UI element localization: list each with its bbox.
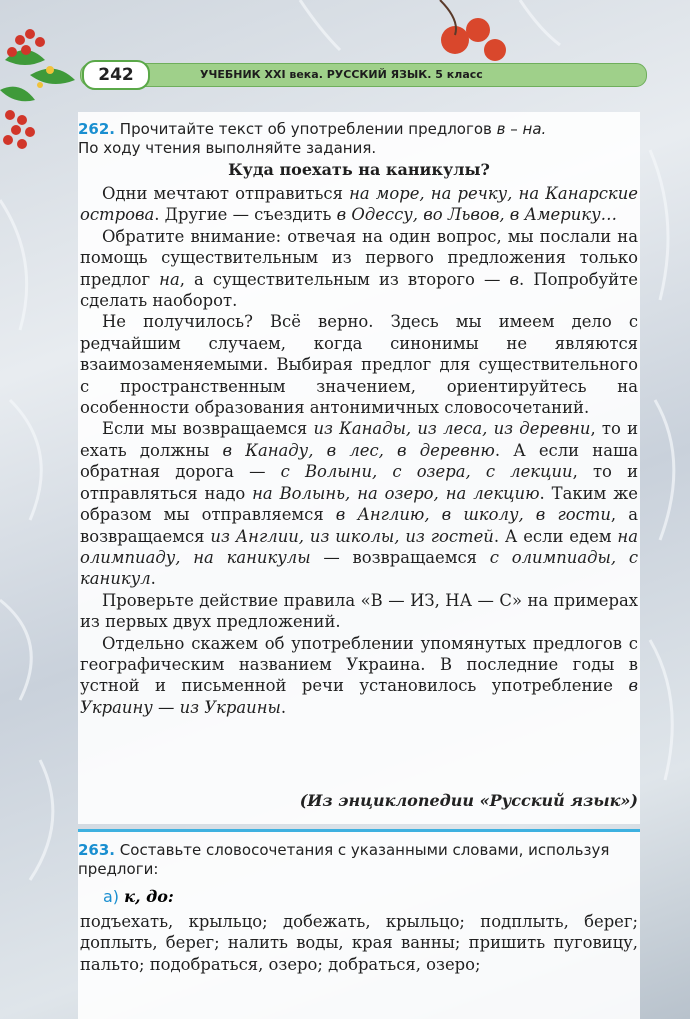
subtask-prepositions: к, до: bbox=[124, 887, 174, 906]
instruction-text-263: Составьте словосочетания с указанными словами, используя предлоги: bbox=[78, 841, 610, 878]
instruction-text: Прочитайте текст об употреблении предлогов bbox=[119, 120, 492, 138]
paragraph-3: Не получилось? Всё верно. Здесь мы имеем дело с редчайшим случаем, когда синонимы не являются взаимозаменяемыми. Выбирая предлог для существительного с пространственным значением, ориентируйтесь на особенности образования антонимичных словосочетаний. bbox=[80, 312, 638, 418]
task-263-instruction bbox=[78, 841, 638, 879]
subtask-a bbox=[103, 887, 174, 906]
paragraph-5: Проверьте действие правила «В — ИЗ, НА — С» на примерах из первых двух предложений. bbox=[80, 590, 638, 632]
page-number: 242 bbox=[82, 60, 150, 90]
task-262-instruction bbox=[78, 120, 638, 158]
exercise-words: подъехать, крыльцо; добежать, крыльцо; подплыть, берег; доплыть, берег; налить воды, края ванны; пришить пуговицу, пальто; подобраться, озеро; добраться, озеро; bbox=[80, 912, 638, 974]
preposition-v: в bbox=[496, 120, 506, 138]
preposition-na: на. bbox=[522, 120, 547, 138]
paragraph-1: Одни мечтают отправиться на море, на речку, на Канарские острова. Другие — съездить в Одессу, во Львов, в Америку… bbox=[80, 184, 638, 225]
instruction-text-2: По ходу чтения выполняйте задания. bbox=[78, 139, 377, 157]
story-title: Куда поехать на каникулы? bbox=[228, 160, 490, 179]
task-number-263: 263. bbox=[78, 841, 116, 859]
section-divider bbox=[78, 829, 640, 832]
rowan-berries-ornament bbox=[0, 20, 90, 160]
paragraph-2: Обратите внимание: отвечая на один вопрос, мы послали на помощь существительным из первого предложения только предлог на, а существительным из второго — в. Попробуйте сделать наоборот. bbox=[80, 226, 638, 311]
paragraph-4: Если мы возвращаемся из Канады, из леса, из деревни, то и ехать должны в Канаду, в лес, в деревню. А если наша обратная дорога — с Волыни, с озера, с лекции, то и отправляться надо на Волынь, на озеро, на лекцию. Таким же образом мы отправляемся в Англию, в школу, в гости, а возвращаемся из Англии, из школы, из гостей. А если едем на олимпиаду, на каникулы — возвращаемся с олимпиады, с каникул. bbox=[80, 419, 639, 589]
preposition-separator: – bbox=[510, 120, 518, 138]
paragraph-6: Отдельно скажем об употреблении упомянутых предлогов с географическим названием Украина. В последние годы в устной и письменной речи установилось употребление в Украину — из Украины. bbox=[80, 633, 638, 717]
subtask-letter: а) bbox=[103, 887, 120, 906]
source-citation: (Из энциклопедии «Русский язык») bbox=[299, 791, 638, 810]
task-number: 262. bbox=[78, 120, 116, 138]
story-body bbox=[80, 183, 638, 718]
book-title: УЧЕБНИК XXI века. РУССКИЙ ЯЗЫК. 5 класс bbox=[200, 68, 483, 81]
